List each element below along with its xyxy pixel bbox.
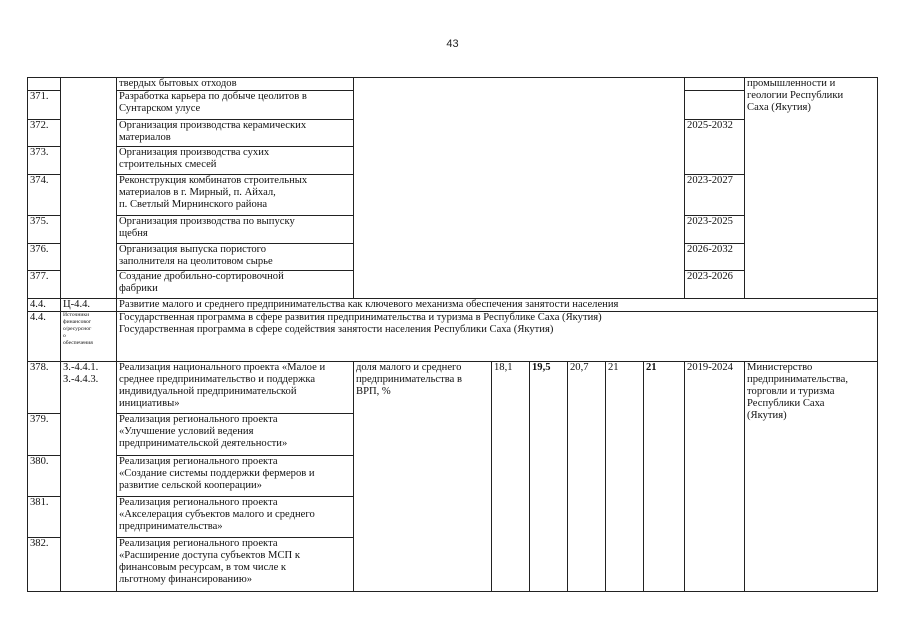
row-number: 4.4. [28, 299, 61, 312]
row-number: 372. [28, 120, 61, 147]
activity-cell: Организация выпуска пористого заполнителя на цеолитовом сырье [117, 244, 354, 271]
section-goal-text: Развитие малого и среднего предпринимательства как ключевого механизма обеспечения занятости населения [117, 299, 878, 312]
row-number: 376. [28, 244, 61, 271]
row-number: 375. [28, 216, 61, 244]
funding-programs-text: Государственная программа в сфере развития предпринимательства и туризма в Республике Саха (Якутия) Государственная программа в сфере содействия занятости населения Республики Саха (Якутия) [117, 312, 878, 362]
value-2022: 21 [606, 362, 644, 592]
code-cell [61, 78, 117, 299]
period-cell: 2026-2032 [685, 244, 745, 271]
activity-cell: Реализация регионального проекта «Акселерация субъектов малого и среднего предпринимательства» [117, 497, 354, 538]
row-number [28, 78, 61, 91]
row-number: 380. [28, 456, 61, 497]
funding-sources-label: Источники финансовог о/ресурсног о обеспечения [61, 312, 117, 362]
activity-cell: Реализация регионального проекта «Улучшение условий ведения предпринимательской деятельности» [117, 414, 354, 456]
row-number: 382. [28, 538, 61, 592]
table-row [28, 78, 878, 91]
activity-cell: Реконструкция комбинатов строительных материалов в г. Мирный, п. Айхал, п. Светлый Мирнинского района [117, 175, 354, 216]
value-2019: 18,1 [492, 362, 530, 592]
period-cell: 2023-2027 [685, 175, 745, 216]
page-number: 43 [446, 38, 459, 50]
activity-cell: Организация производства керамических материалов [117, 120, 354, 147]
responsible-cell: промышленности и геологии Республики Саха (Якутия) [745, 78, 878, 299]
period-cell: 2019-2024 [685, 362, 745, 592]
row-number: 379. [28, 414, 61, 456]
table-row [28, 362, 878, 414]
code-cell: Ц-4.4. [61, 299, 117, 312]
period-cell: 2023-2025 [685, 216, 745, 244]
measures-table [27, 77, 878, 592]
activity-cell: Реализация регионального проекта «Расширение доступа субъектов МСП к финансовым ресурсам, в том числе к льготному финансированию» [117, 538, 354, 592]
activity-cell: твердых бытовых отходов [117, 78, 354, 91]
period-cell: 2025-2032 [685, 120, 745, 175]
section-header-row [28, 299, 878, 312]
value-2021: 20,7 [568, 362, 606, 592]
row-number: 378. [28, 362, 61, 414]
value-2020: 19,5 [530, 362, 568, 592]
period-cell: 2023-2026 [685, 271, 745, 299]
funding-sources-row [28, 312, 878, 362]
activity-cell: Реализация национального проекта «Малое и среднее предпринимательство и поддержка индивидуальной предпринимательской инициативы» [117, 362, 354, 414]
indicator-cell: доля малого и среднего предпринимательства в ВРП, % [354, 362, 492, 592]
code-cell: З.-4.4.1. З.-4.4.3. [61, 362, 117, 592]
activity-cell: Разработка карьера по добыче цеолитов в Сунтарском улусе [117, 91, 354, 120]
activity-cell: Создание дробильно-сортировочной фабрики [117, 271, 354, 299]
row-number: 373. [28, 147, 61, 175]
row-number: 374. [28, 175, 61, 216]
responsible-cell: Министерство предпринимательства, торговли и туризма Республики Саха (Якутия) [745, 362, 878, 592]
indicator-values-block [354, 78, 685, 299]
row-number: 371. [28, 91, 61, 120]
activity-cell: Организация производства по выпуску щебня [117, 216, 354, 244]
row-number: 377. [28, 271, 61, 299]
period-cell [685, 91, 745, 120]
row-number: 4.4. [28, 312, 61, 362]
value-2024: 21 [644, 362, 685, 592]
row-number: 381. [28, 497, 61, 538]
activity-cell: Реализация регионального проекта «Создание системы поддержки фермеров и развитие сельской кооперации» [117, 456, 354, 497]
activity-cell: Организация производства сухих строительных смесей [117, 147, 354, 175]
period-cell [685, 78, 745, 91]
